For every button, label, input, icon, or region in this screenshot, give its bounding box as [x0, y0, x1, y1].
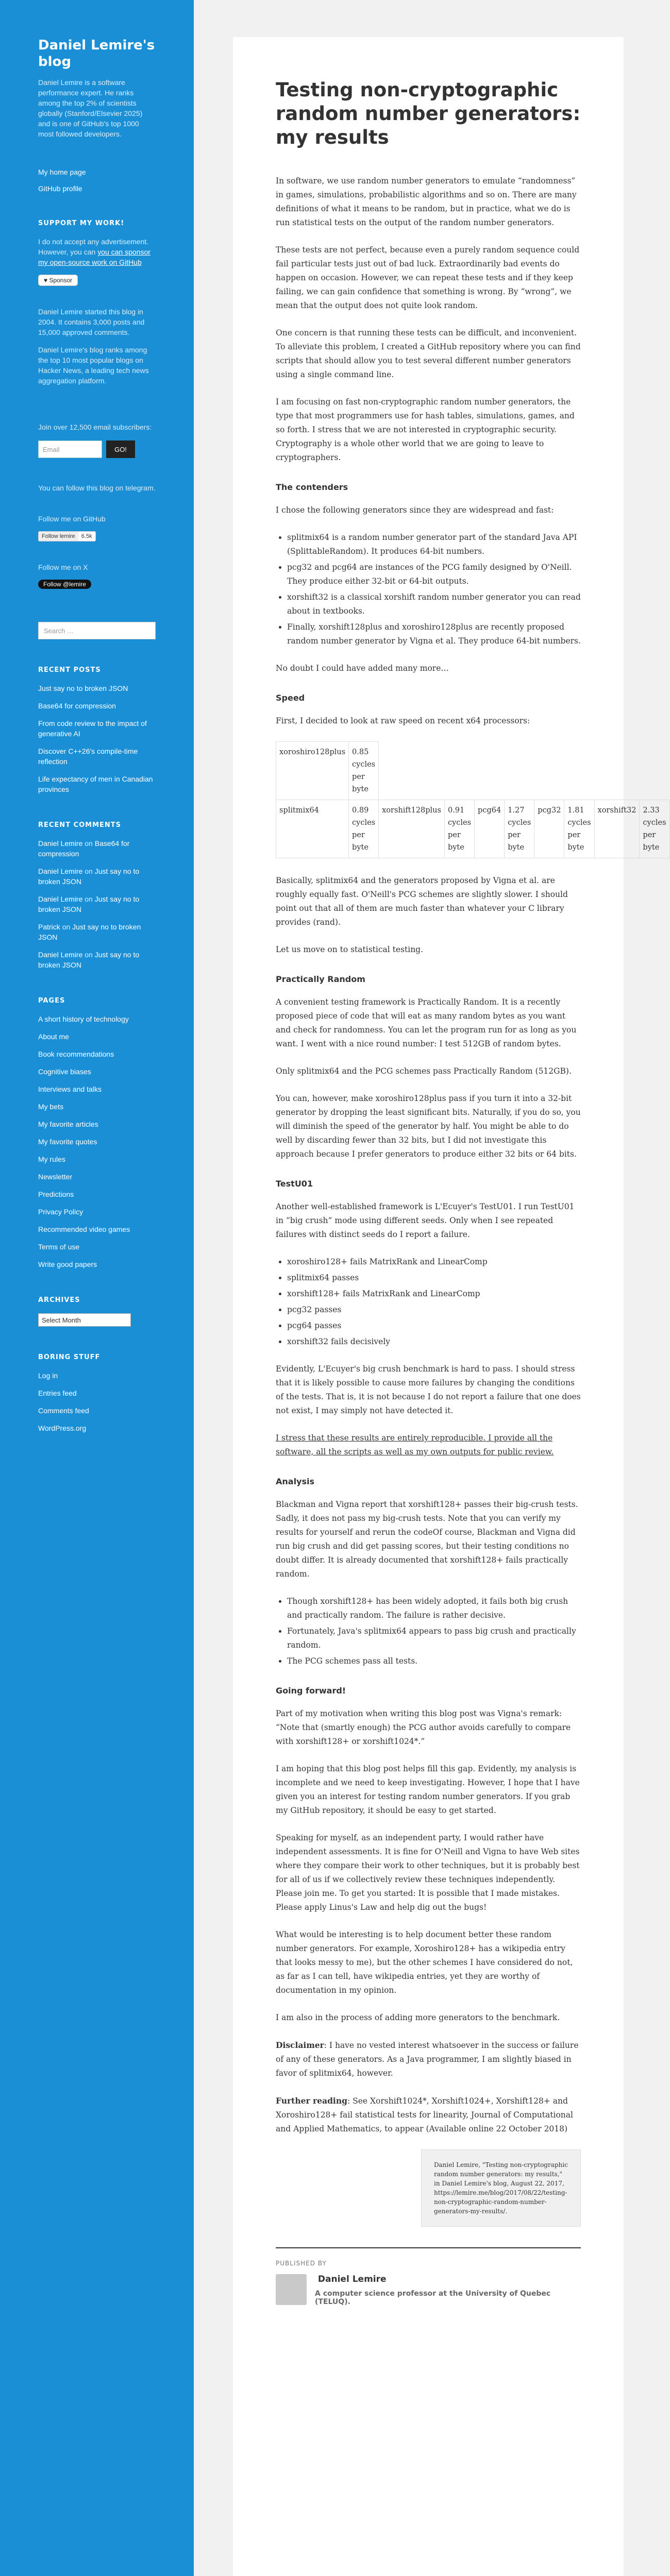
- pages-heading: PAGES: [38, 997, 65, 1005]
- paragraph: Blackman and Vigna report that xorshift128+ passes their big-crush tests. Sadly, it does not pass my big-crush tests. Note that you can verify my results for yourself and rerun the codeOf course, Blackman and Vigna did run big crush and did get passing scores, but their testing conditions no doubt differ. It is already documented that xorshift128+ fails practically random.: [276, 1500, 578, 1579]
- paragraph: Let us move on to statistical testing.: [276, 945, 424, 954]
- paragraph: Speaking for myself, as an independent party, I would rather have independent assessments. It is fine for O'Neill and Vigna to have Web sites where they compare their work to other techniques, but it is probably best for all of us if we collectively review these techniques independently. Please join me. To get you started: It is possible that I made mistakes. Please apply Linus's Law and help dig out the bugs!: [276, 1833, 580, 1912]
- list-item: • xorshift32 fails decisively: [287, 1335, 581, 1349]
- page-link[interactable]: Write good papers: [38, 1260, 97, 1268]
- table-cell: 0.85 cycles per byte: [349, 742, 379, 800]
- table-cell: 0.91 cycles per byte: [444, 800, 474, 858]
- paragraph: One concern is that running these tests can be difficult, and inconvenient. To alleviate this problem, I created a GitHub repository where you can find scripts that should allow you to test several different number generators using a single command line.: [276, 328, 581, 379]
- pages-list: [38, 1014, 156, 1269]
- recent-posts-heading: RECENT POSTS: [38, 666, 101, 674]
- recent-comment: Daniel Lemire on Just say no to broken JSON: [38, 895, 140, 913]
- recent-comment: Patrick on Just say no to broken JSON: [38, 923, 141, 941]
- table-row: [276, 800, 670, 858]
- list-item: • xorshift128+ fails MatrixRank and LinearComp: [287, 1287, 581, 1301]
- popularity-text: Daniel Lemire's blog ranks among the top 10 most popular blogs on Hacker News, a leading tech news aggregation platform.: [38, 346, 149, 385]
- speed-table: [276, 741, 670, 858]
- paragraph: Evidently, L'Ecuyer's big crush benchmark is hard to pass. I should stress that it is likely possible to cause more failures by changing the conditions of the tests. That is, it is not because I do not report a failure that one does not exist, I may simply not have detected it.: [276, 1364, 581, 1415]
- github-profile-link[interactable]: GitHub profile: [38, 184, 82, 193]
- x-follow-wrap: [38, 580, 156, 589]
- author-block: [276, 2274, 581, 2306]
- post-article: [233, 37, 666, 2576]
- x-follow-button[interactable]: Follow @lemire: [38, 580, 91, 589]
- wordpress-link[interactable]: WordPress.org: [38, 1424, 87, 1432]
- paragraph: Only splitmix64 and the PCG schemes pass Practically Random (512GB).: [276, 1066, 572, 1076]
- telegram-text[interactable]: You can follow this blog on telegram.: [38, 484, 156, 492]
- paragraph: These tests are not perfect, because even a purely random sequence could fail particular tests just out of bad luck. Extraordinarily bad events do happen on occasion. However, we can repeat these tests and if they keep failing, we can gain confidence that something is wrong. By “wrong”, we mean that the output does not quite look random.: [276, 245, 580, 310]
- page-link[interactable]: My favorite articles: [38, 1120, 98, 1128]
- boring-heading: BORING STUFF: [38, 1353, 100, 1361]
- table-cell: xoroshiro128plus: [276, 742, 349, 800]
- paragraph: First, I decided to look at raw speed on recent x64 processors:: [276, 716, 530, 725]
- recent-posts-list: [38, 683, 156, 794]
- recent-comment: Daniel Lemire on Just say no to broken JSON: [38, 951, 140, 969]
- reproducible-link[interactable]: I stress that these results are entirely reproducible. I provide all the software, all the scripts as well as my own outputs for public review.: [276, 1433, 554, 1456]
- x-follow-text: Follow me on X: [38, 563, 88, 571]
- paragraph: I am also in the process of adding more generators to the benchmark.: [276, 2013, 560, 2022]
- page-link[interactable]: Recommended video games: [38, 1225, 130, 1233]
- table-cell: 0.89 cycles per byte: [349, 800, 379, 858]
- published-by-label: PUBLISHED BY: [276, 2247, 581, 2267]
- recent-comment: Daniel Lemire on Base64 for compression: [38, 839, 130, 858]
- page-link[interactable]: Newsletter: [38, 1173, 73, 1181]
- page-link[interactable]: My rules: [38, 1155, 65, 1163]
- paragraph: In software, we use random number generators to emulate “randomness” in games, simulations, probabilistic algorithms and so on. There are many definitions of what it means to be random, but in practice, what we do is run statistical tests on the output of the random number generators.: [276, 176, 577, 227]
- site-description: Daniel Lemire is a software performance expert. He ranks among the top 2% of scientists globally (Stanford/Elsevier 2025) and is one of GitHub's top 1000 most followed developers.: [38, 78, 143, 138]
- archives-select[interactable]: Select Month: [38, 1313, 131, 1327]
- page-link[interactable]: Terms of use: [38, 1243, 80, 1251]
- page-link[interactable]: Predictions: [38, 1190, 74, 1198]
- paragraph: I am hoping that this blog post helps fill this gap. Evidently, my analysis is incomplete and we need to keep investigating. However, I hope that I have given you an interest for testing random number generators. If you grab my GitHub repository, it should be easy to get started.: [276, 1764, 580, 1815]
- email-input[interactable]: Email: [38, 440, 102, 458]
- table-cell: splitmix64: [276, 800, 349, 858]
- sidebar-links: [38, 168, 156, 193]
- section-heading: Going forward!: [276, 1686, 346, 1696]
- meta-links-list: [38, 1370, 156, 1433]
- paragraph: I chose the following generators since they are widespread and fast:: [276, 505, 554, 515]
- paragraph: What would be interesting is to help document better these random number generators. For example, Xoroshiro128+ has a wikipedia entry that looks messy to me), but the other schemes I have considered do not, as far as I can tell, have wikipedia entries, yet they are worthy of documentation in my opinion.: [276, 1930, 573, 1995]
- testu01-list: [276, 1255, 581, 1349]
- disclaimer-paragraph: Disclaimer: I have no vested interest whatsoever in the success or failure of any of these generators. As a Java programmer, I am slightly biased in favor of splitmix64, however.: [276, 2040, 579, 2078]
- avatar: [276, 2274, 307, 2305]
- archives-heading: ARCHIVES: [38, 1296, 80, 1304]
- sponsor-button-wrap: [38, 275, 156, 286]
- page-link[interactable]: Cognitive biases: [38, 1067, 91, 1076]
- table-cell: 1.27 cycles per byte: [505, 800, 534, 858]
- sponsor-link[interactable]: you can sponsor my open-source work on GitHub: [38, 248, 150, 266]
- paragraph: Part of my motivation when writing this blog post was Vigna's remark: “Note that (smartly enough) the PCG author avoids carefully to compare with xorshift128+ or xorshift1024*.”: [276, 1709, 571, 1746]
- comments-feed-link[interactable]: Comments feed: [38, 1406, 89, 1415]
- list-item: • splitmix64 is a random number generator part of the standard Java API (SplittableRandom). It produces 64-bit numbers.: [287, 531, 581, 558]
- sponsor-button[interactable]: ♥ Sponsor: [38, 275, 78, 286]
- citation-box: Daniel Lemire, "Testing non-cryptographic random number generators: my results," in Daniel Lemire's blog, August 22, 2017, https://lemire.me/blog/2017/08/22/testing-non-cryptographic-random-number-generators-my-results/.: [421, 2149, 581, 2227]
- support-text: I do not accept any advertisement. However, you can you can sponsor my open-source work on GitHub: [38, 238, 150, 266]
- page-link[interactable]: Interviews and talks: [38, 1085, 102, 1093]
- section-heading: Practically Random: [276, 974, 365, 984]
- site-title[interactable]: Daniel Lemire's blog: [38, 38, 155, 70]
- table-row: [276, 742, 670, 800]
- github-follow-text: Follow me on GitHub: [38, 515, 106, 523]
- page-link[interactable]: Privacy Policy: [38, 1208, 83, 1216]
- support-heading: SUPPORT MY WORK!: [38, 219, 125, 227]
- table-cell: xorshift128plus: [379, 800, 445, 858]
- recent-comments-list: [38, 838, 156, 970]
- author-name[interactable]: Daniel Lemire: [317, 2274, 387, 2284]
- table-cell: xorshift32: [594, 800, 640, 858]
- recent-post-link[interactable]: Base64 for compression: [38, 702, 116, 710]
- page-link[interactable]: My bets: [38, 1103, 64, 1111]
- section-heading: Speed: [276, 693, 305, 703]
- post-title: Testing non-cryptographic random number generators: my results: [276, 79, 581, 148]
- subscribers-text: Join over 12,500 email subscribers:: [38, 423, 152, 431]
- subscribe-form: [38, 440, 156, 458]
- section-heading: TestU01: [276, 1179, 313, 1189]
- recent-comments-heading: RECENT COMMENTS: [38, 821, 122, 829]
- table-cell: 1.81 cycles per byte: [564, 800, 594, 858]
- recent-post-link[interactable]: From code review to the impact of generative AI: [38, 719, 147, 738]
- subscribe-go-button[interactable]: GO!: [106, 440, 135, 458]
- list-item: • Though xorshift128+ has been widely adopted, it fails both big crush and practically random. The failure is rather decisive.: [287, 1595, 581, 1622]
- list-item: • pcg32 passes: [287, 1303, 581, 1317]
- list-item: • xorshift32 is a classical xorshift random number generator you can read about in textbooks.: [287, 590, 581, 618]
- table-cell: pcg64: [475, 800, 505, 858]
- paragraph: Another well-established framework is L'Ecuyer's TestU01. I run TestU01 in “big crush” mode using different seeds. Only when I see repeated failures with distinct seeds do I report a failure.: [276, 1202, 575, 1239]
- recent-post-link[interactable]: Just say no to broken JSON: [38, 684, 128, 692]
- page-link[interactable]: About me: [38, 1032, 69, 1041]
- search-input[interactable]: Search …: [38, 622, 156, 639]
- page-link[interactable]: A short history of technology: [38, 1015, 129, 1023]
- author-bio: A computer science professor at the University of Quebec (TELUQ).: [315, 2290, 551, 2306]
- blog-started-text: Daniel Lemire started this blog in 2004. It contains 3,000 posts and 15,000 approved comments.: [38, 308, 145, 336]
- paragraph: Basically, splitmix64 and the generators proposed by Vigna et al. are roughly equally fast. O'Neill's PCG schemes are slightly slower. I should point out that all of them are much faster than whatever your C library provides (rand).: [276, 876, 568, 927]
- list-item: • splitmix64 passes: [287, 1271, 581, 1285]
- github-badges: [38, 531, 156, 541]
- table-cell: 2.33 cycles per byte: [640, 800, 669, 858]
- paragraph: I am focusing on fast non-cryptographic random number generators, the type that most programmers use for hash tables, simulations, games, and so forth. I stress that we are not interested in cryptographic security. Cryptography is a whole other world that we are going to leave to cryptographers.: [276, 397, 575, 462]
- login-link[interactable]: Log in: [38, 1371, 58, 1380]
- page-link[interactable]: My favorite quotes: [38, 1138, 97, 1146]
- list-item: • Fortunately, Java's splitmix64 appears to pass big crush and practically random.: [287, 1624, 581, 1652]
- sidebar: [0, 0, 194, 2576]
- list-item: • pcg32 and pcg64 are instances of the PCG family designed by O'Neill. They produce either 32-bit or 64-bit outputs.: [287, 561, 581, 588]
- analysis-list: [276, 1595, 581, 1668]
- recent-post-link[interactable]: Discover C++26's compile-time reflection: [38, 747, 138, 766]
- github-follow-badge[interactable]: Follow lemire 6.5k: [38, 531, 96, 541]
- page-link[interactable]: Book recommendations: [38, 1050, 114, 1058]
- section-heading: Analysis: [276, 1477, 315, 1486]
- home-page-link[interactable]: My home page: [38, 168, 86, 176]
- paragraph: You can, however, make xoroshiro128plus pass if you turn it into a 32-bit generator by dropping the least significant bits. Naturally, if you do so, you will diminish the speed of the generator by half. You might be able to do well by discarding fewer than 32 bits, but I did not investigate this approach because I prefer generators to produce either 32 bits or 64 bits.: [276, 1094, 581, 1159]
- contenders-list: [276, 531, 581, 648]
- recent-post-link[interactable]: Life expectancy of men in Canadian provinces: [38, 775, 153, 793]
- list-item: • pcg64 passes: [287, 1319, 581, 1333]
- list-item: • xoroshiro128+ fails MatrixRank and LinearComp: [287, 1255, 581, 1269]
- recent-comment: Daniel Lemire on Just say no to broken JSON: [38, 867, 140, 886]
- list-item: • Finally, xorshift128plus and xoroshiro128plus are recently proposed random number generator by Vigna et al. They produce 64-bit numbers.: [287, 620, 581, 648]
- table-cell: pcg32: [534, 800, 564, 858]
- entries-feed-link[interactable]: Entries feed: [38, 1389, 77, 1397]
- paragraph: No doubt I could have added many more…: [276, 664, 449, 673]
- list-item: • The PCG schemes pass all tests.: [287, 1654, 581, 1668]
- section-heading: The contenders: [276, 482, 348, 492]
- paragraph: A convenient testing framework is Practically Random. It is a recently proposed piece of code that will eat as many random bytes as you want and check for randomness. You can let the program run for as long as you want. I went with a nice round number: I test 512GB of random bytes.: [276, 997, 577, 1048]
- further-reading-paragraph: Further reading: See Xorshift1024*, Xorshift1024+, Xorshift128+ and Xoroshiro128+ fail statistical tests for linearity, Journal of Computational and Applied Mathematics, to appear (Available online 22 October 2018): [276, 2096, 573, 2133]
